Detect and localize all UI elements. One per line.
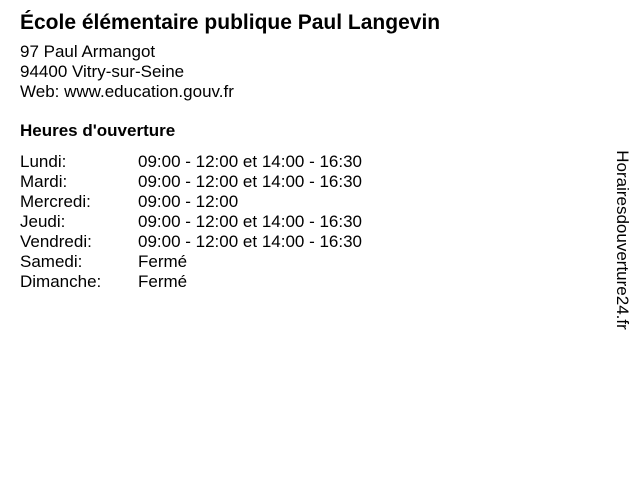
time-value: 09:00 - 12:00 (138, 192, 239, 211)
hours-row-thursday (20, 212, 600, 232)
school-name: École élémentaire publique Paul Langevin (20, 11, 441, 34)
day-label: Samedi: (20, 252, 83, 271)
hours-row-sunday (20, 272, 600, 292)
time-value: 09:00 - 12:00 et 14:00 - 16:30 (138, 232, 363, 251)
website-line: Web: www.education.gouv.fr (20, 82, 234, 101)
address-street: 97 Paul Armangot (20, 42, 156, 61)
hours-row-tuesday (20, 172, 600, 192)
time-value: Fermé (138, 252, 188, 271)
day-label: Dimanche: (20, 272, 102, 291)
address-city: 94400 Vitry-sur-Seine (20, 62, 185, 81)
time-value: 09:00 - 12:00 et 14:00 - 16:30 (138, 172, 363, 191)
day-label: Vendredi: (20, 232, 92, 251)
day-label: Jeudi: (20, 212, 66, 231)
hours-row-monday (20, 152, 600, 172)
school-info-card (20, 8, 600, 292)
day-label: Mercredi: (20, 192, 91, 211)
time-value: Fermé (138, 272, 188, 291)
address-block (20, 42, 600, 102)
day-label: Mardi: (20, 172, 68, 191)
hours-row-friday (20, 232, 600, 252)
hours-row-wednesday (20, 192, 600, 212)
time-value: 09:00 - 12:00 et 14:00 - 16:30 (138, 152, 363, 171)
day-label: Lundi: (20, 152, 67, 171)
opening-hours-heading: Heures d'ouverture (20, 121, 176, 140)
site-watermark: Horairesdouverture24.fr (613, 150, 632, 330)
time-value: 09:00 - 12:00 et 14:00 - 16:30 (138, 212, 363, 231)
hours-row-saturday (20, 252, 600, 272)
opening-hours-table (20, 152, 600, 292)
